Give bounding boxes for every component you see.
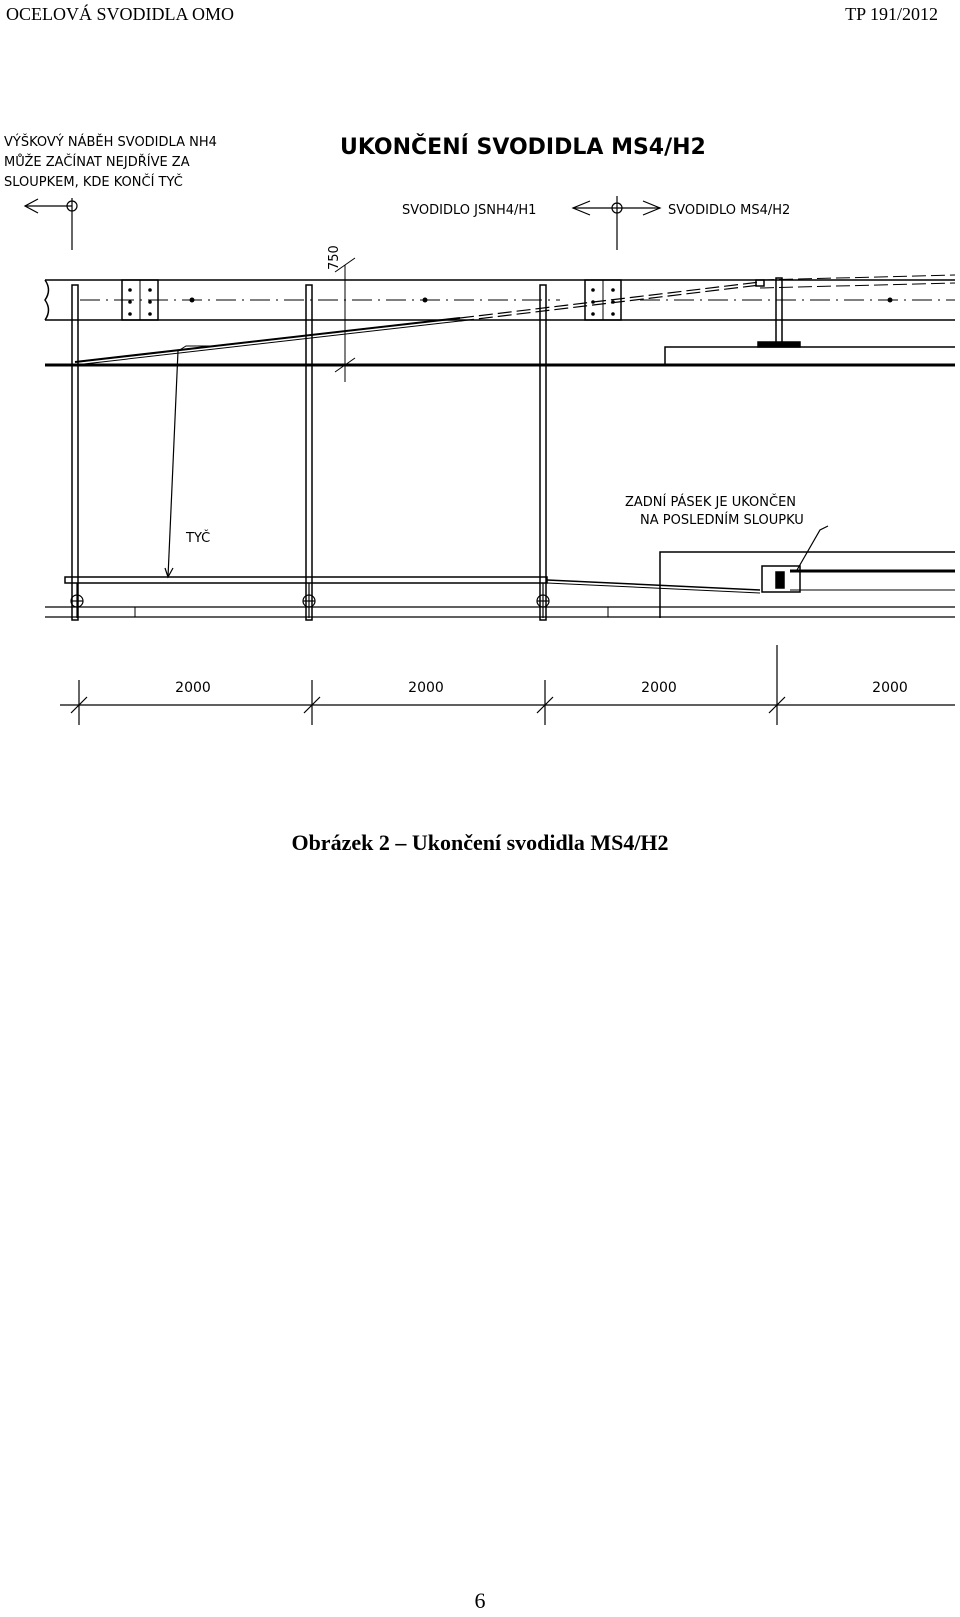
note-top-left-line1: VÝŠKOVÝ NÁBĚH SVODIDLA NH4 [4,135,217,150]
terminal-block [665,347,955,365]
strip-leader [797,526,828,570]
rail-break-mark [45,280,49,320]
dimension-750-label: 750 [327,245,342,270]
note-top-left-line3: SLOUPKEM, KDE KONČÍ TYČ [4,175,183,190]
label-rod: TYČ [186,531,211,546]
page-number: 6 [474,1588,486,1613]
dimension-label: 2000 [408,680,444,696]
dimension-label: 2000 [175,680,211,696]
header-right: TP 191/2012 [845,4,938,24]
note-back-strip-line1: ZADNÍ PÁSEK JE UKONČEN [625,495,797,510]
header-left: OCELOVÁ SVODIDLA OMO [6,4,234,24]
post [72,285,78,620]
post [540,285,546,620]
figure-caption: Obrázek 2 – Ukončení svodidla MS4/H2 [291,830,669,855]
rod-leader [168,351,178,577]
note-top-left-line2: MŮŽE ZAČÍNAT NEJDŘÍVE ZA [4,155,190,170]
label-left-barrier: SVODIDLO JSNH4/H1 [402,203,537,218]
label-right-barrier: SVODIDLO MS4/H2 [668,203,791,218]
note-back-strip-line2: NA POSLEDNÍM SLOUPKU [640,513,804,528]
drawing-title: UKONČENÍ SVODIDLA MS4/H2 [340,135,706,160]
rod-slope [75,318,460,362]
plan-terminal-block [660,552,955,618]
technical-drawing [0,120,960,740]
dimension-label: 2000 [641,680,677,696]
dimension-label: 2000 [872,680,908,696]
